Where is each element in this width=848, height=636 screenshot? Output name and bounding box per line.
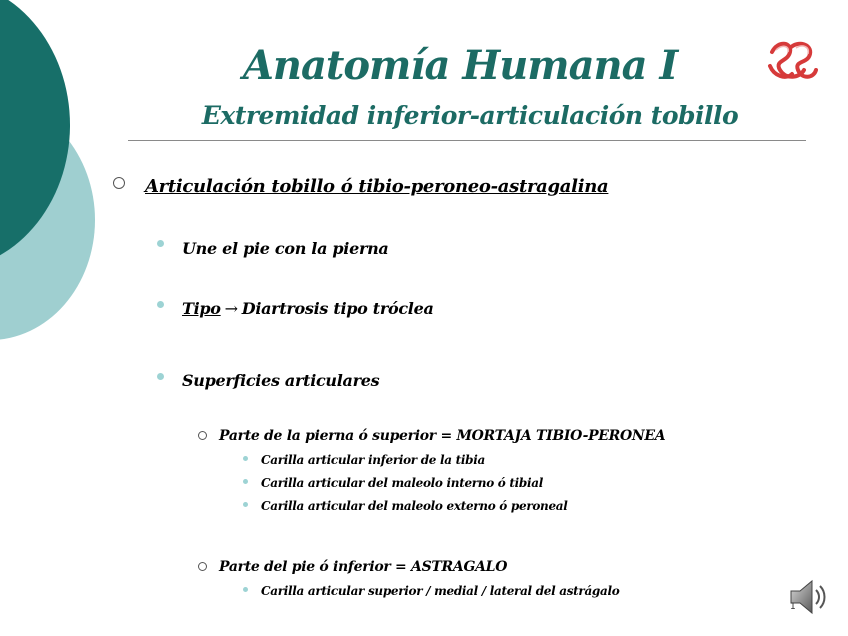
carilla-4-bullet: Carilla articular superior / medial / lateral del astrágalo — [261, 584, 620, 598]
carilla-3-bullet: Carilla articular del maleolo externo ó peroneal — [261, 499, 568, 513]
slide-number: 1 — [790, 602, 796, 612]
arrow-right-icon: → — [224, 299, 238, 318]
tipo-value: Diartrosis tipo tróclea — [241, 299, 434, 318]
title-divider — [128, 140, 806, 141]
bullet-dot-icon — [243, 587, 248, 592]
bullet-ring-icon — [198, 431, 207, 440]
slide-title: Anatomía Humana I — [242, 42, 678, 89]
bullet-dot-icon — [243, 502, 248, 507]
bullet-dot-icon — [157, 301, 164, 308]
bullet-ring-icon — [113, 177, 125, 189]
bullet-dot-icon — [243, 479, 248, 484]
tipo-label: Tipo — [182, 299, 221, 318]
slide-subtitle: Extremidad inferior-articulación tobillo — [201, 101, 739, 130]
carilla-1-bullet: Carilla articular inferior de la tibia — [261, 453, 485, 467]
parte-superior-bullet: Parte de la pierna ó superior = MORTAJA TIBIO-PERONEA — [219, 428, 666, 444]
bullet-dot-icon — [243, 456, 248, 461]
red-ribbon-logo-icon — [764, 38, 820, 84]
tipo-bullet — [182, 299, 434, 318]
carilla-2-bullet: Carilla articular del maleolo interno ó tibial — [261, 476, 543, 490]
bullet-ring-icon — [198, 562, 207, 571]
bullet-dot-icon — [157, 373, 164, 380]
superficies-bullet: Superficies articulares — [182, 371, 380, 390]
une-bullet: Une el pie con la pierna — [182, 239, 389, 258]
main-bullet: Articulación tobillo ó tibio-peroneo-astragalina — [145, 176, 609, 197]
bullet-dot-icon — [157, 240, 164, 247]
parte-inferior-bullet: Parte del pie ó inferior = ASTRAGALO — [219, 559, 508, 575]
